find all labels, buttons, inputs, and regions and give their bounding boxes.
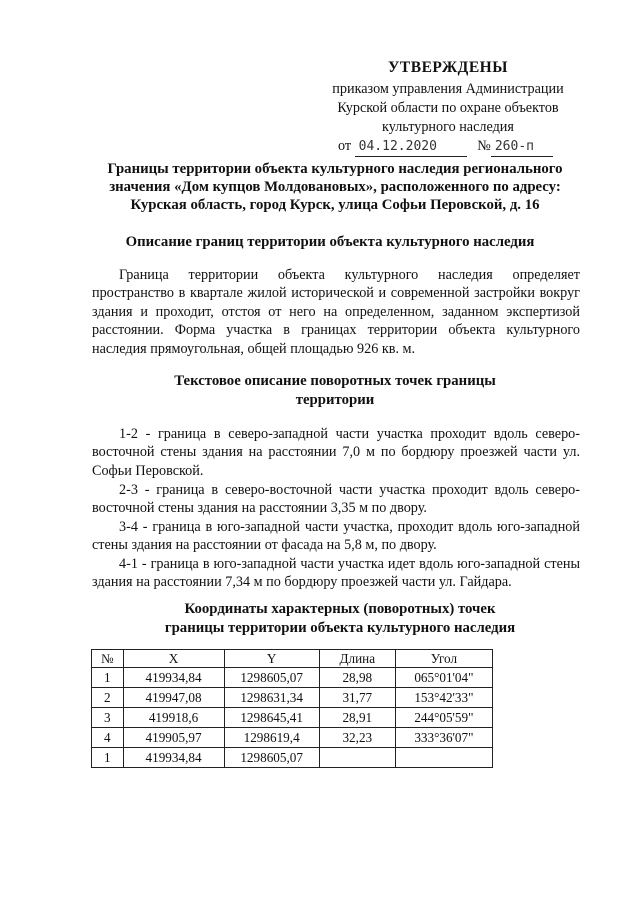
cell-length: 32,23: [319, 728, 395, 748]
cell-angle: 244°05'59": [395, 708, 492, 728]
table-row: [92, 668, 493, 688]
cell-length: [319, 748, 395, 768]
cell-angle: 153°42'33": [395, 688, 492, 708]
cell-x: 419947,08: [123, 688, 224, 708]
cell-angle: [395, 748, 492, 768]
cell-x: 419918,6: [123, 708, 224, 728]
point-description-2-3: 2-3 - граница в северо-восточной части участка проходит вдоль северо-восточной стены здания на расстоянии 3,35 м по двору.: [92, 482, 580, 517]
header-length: Длина: [319, 650, 395, 668]
coordinates-table: [91, 649, 493, 768]
cell-y: 1298645,41: [224, 708, 319, 728]
cell-angle: 065°01'04": [395, 668, 492, 688]
cell-length: 28,91: [319, 708, 395, 728]
header-y: Y: [224, 650, 319, 668]
header-x: X: [123, 650, 224, 668]
cell-number: 2: [92, 688, 124, 708]
cell-number: 1: [92, 748, 124, 768]
order-date-number: [338, 137, 578, 157]
title-line-3: Курская область, город Курск, улица Софьи Перовской, д. 16: [130, 197, 540, 213]
cell-length: 28,98: [319, 668, 395, 688]
table-row: [92, 688, 493, 708]
section3-line-1: Координаты характерных (поворотных) точек: [184, 601, 496, 617]
cell-number: 1: [92, 668, 124, 688]
header-angle: Угол: [395, 650, 492, 668]
number-label: №: [477, 138, 491, 154]
approval-line-1: приказом управления Администрации: [332, 81, 564, 97]
section2-line-1: Текстовое описание поворотных точек границы: [174, 373, 496, 389]
table-header-row: [92, 650, 493, 668]
table-row: [92, 748, 493, 768]
point-description-3-4: 3-4 - граница в юго-западной части участка, проходит вдоль юго-западной стены здания на расстоянии от фасада на 5,8 м, по двору.: [92, 519, 580, 554]
cell-x: 419934,84: [123, 668, 224, 688]
section-heading-boundaries: Описание границ территории объекта культурного наследия: [125, 234, 535, 250]
order-number: 260-п: [491, 137, 553, 157]
cell-y: 1298631,34: [224, 688, 319, 708]
point-description-4-1: 4-1 - граница в юго-западной части участка идет вдоль юго-западной стены здания на расстоянии 7,34 м по бордюру проезжей части ул. Гайдара.: [92, 556, 580, 591]
cell-angle: 333°36'07": [395, 728, 492, 748]
section2-line-2: территории: [295, 391, 375, 408]
cell-x: 419934,84: [123, 748, 224, 768]
title-line-1: Границы территории объекта культурного наследия регионального: [107, 161, 563, 177]
section-heading-points: [150, 372, 520, 409]
title-line-2: значения «Дом купцов Молдовановых», расположенного по адресу:: [109, 179, 561, 195]
header-number: №: [92, 650, 124, 668]
section3-line-2: границы территории объекта культурного наследия: [164, 619, 516, 636]
cell-y: 1298619,4: [224, 728, 319, 748]
order-date: 04.12.2020: [355, 137, 467, 157]
approval-line-2: Курской области по охране объектов: [337, 100, 559, 116]
cell-y: 1298605,07: [224, 668, 319, 688]
cell-number: 4: [92, 728, 124, 748]
cell-y: 1298605,07: [224, 748, 319, 768]
cell-length: 31,77: [319, 688, 395, 708]
approval-block: [318, 58, 578, 157]
table-row: [92, 708, 493, 728]
document-title: [100, 160, 570, 214]
cell-number: 3: [92, 708, 124, 728]
cell-x: 419905,97: [123, 728, 224, 748]
section-heading-coordinates: [130, 600, 550, 637]
table-row: [92, 728, 493, 748]
from-label: от: [338, 138, 352, 154]
point-description-1-2: 1-2 - граница в северо-западной части участка проходит вдоль северо-восточной стены здания на расстоянии 7,0 м по бордюру проезжей части ул. Софьи Перовской.: [92, 426, 580, 479]
approval-line-3: культурного наследия: [382, 119, 514, 135]
approval-heading: УТВЕРЖДЕНЫ: [388, 59, 508, 76]
boundary-description: Граница территории объекта культурного наследия определяет пространство в квартале жилой исторической и современной застройки вокруг здания и проходит, отстоя от него на определенном, заданном экспертизой расстоянии. Форма участка в границах территории объекта культурного наследия прямоугольная, общей площадью 926 кв. м.: [92, 267, 580, 357]
